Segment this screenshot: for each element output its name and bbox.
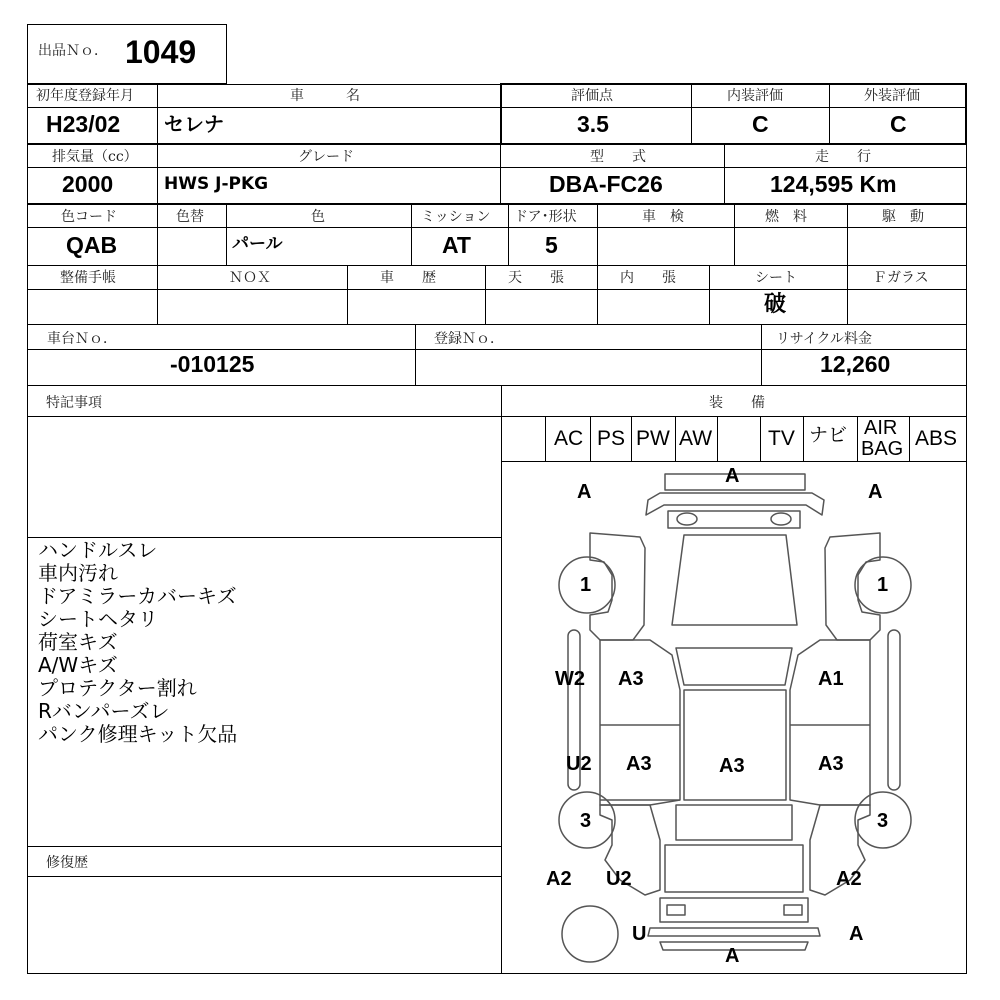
mark-rear-left-panel: U2 xyxy=(606,868,632,890)
equipment-label: 装 備 xyxy=(709,395,765,411)
note-item: プロテクター割れ xyxy=(38,676,197,700)
mark-left-quarter: A2 xyxy=(546,868,572,890)
seat-label: シート xyxy=(755,270,797,286)
row4-divider xyxy=(27,289,967,290)
tailgate xyxy=(665,845,803,892)
lot-number: 1049 xyxy=(125,34,197,70)
inspection-label: 車 検 xyxy=(642,209,684,225)
mark-left-rear-wheel: 3 xyxy=(580,810,592,832)
score-divider xyxy=(27,107,967,108)
equipment-ac: AC xyxy=(554,427,584,450)
exterior-grade: C xyxy=(890,111,907,137)
equipment-aw: AW xyxy=(679,427,713,450)
lot-number-label: 出品Ｎｏ． xyxy=(38,43,108,59)
row5-divider xyxy=(27,349,967,350)
door: 5 xyxy=(545,232,558,258)
color: パール xyxy=(232,234,283,254)
mark-roof: A3 xyxy=(719,755,745,777)
mark-rear-right-corner: A xyxy=(849,923,864,945)
mark-left-rear-door: A3 xyxy=(626,753,652,775)
left-front-fender xyxy=(590,533,645,640)
note-item: A/Wキズ xyxy=(38,653,118,677)
glass-label: Ｆガラス xyxy=(873,270,929,286)
repair-history-label: 修復歴 xyxy=(46,855,88,871)
equipment-separator xyxy=(590,416,591,461)
mark-right-rear-wheel: 3 xyxy=(877,810,889,832)
equipment-separator xyxy=(803,416,804,461)
grade-label: グレード xyxy=(298,149,354,165)
mark-left-front-wheel: 1 xyxy=(580,574,592,596)
drive-label: 駆 動 xyxy=(882,209,924,225)
first-registration-label: 初年度登録年月 xyxy=(36,88,134,104)
equipment-airbag-top: AIR xyxy=(864,417,898,439)
rear-window xyxy=(676,805,792,840)
repair-history-header-line xyxy=(27,876,502,877)
displacement: 2000 xyxy=(62,171,114,197)
note-item: シートヘタリ xyxy=(38,607,158,631)
equipment-header-line xyxy=(501,416,967,417)
mileage: 124,595 Km xyxy=(770,171,897,197)
equipment-navi: ナビ xyxy=(809,424,848,446)
note-item: パンク修理キット欠品 xyxy=(38,722,238,746)
maintenance-label: 整備手帳 xyxy=(60,270,116,286)
mark-right-front-wheel: 1 xyxy=(877,574,889,596)
mark-front-right-corner: A xyxy=(868,481,883,503)
equipment-tv: TV xyxy=(768,427,795,450)
row2-divider xyxy=(27,167,967,168)
color-label: 色 xyxy=(311,209,325,225)
mark-front-left-corner: A xyxy=(577,481,592,503)
headlight-left xyxy=(677,513,697,525)
equipment-separator xyxy=(545,416,546,461)
score: 3.5 xyxy=(577,111,609,137)
spare-tire xyxy=(562,906,618,962)
row3-divider xyxy=(27,227,967,228)
interior-label: 内装評価 xyxy=(727,88,783,104)
rear-step xyxy=(648,928,820,936)
seat: 破 xyxy=(764,292,787,317)
mark-front-bumper: A xyxy=(725,465,740,487)
first-registration: H23/02 xyxy=(46,111,121,137)
recycle-label: リサイクル料金 xyxy=(776,331,873,347)
rear-bumper xyxy=(660,898,808,922)
mission: AT xyxy=(442,232,471,258)
color-code: QAB xyxy=(66,232,118,258)
headlight-right xyxy=(771,513,791,525)
mark-left-front-door: A3 xyxy=(618,668,644,690)
special-notes-list xyxy=(38,539,237,746)
roof-label: 天 張 xyxy=(508,270,564,286)
exterior-label: 外装評価 xyxy=(864,88,920,104)
chassis-label: 車台Ｎｏ． xyxy=(47,331,117,347)
equipment-separator xyxy=(857,416,858,461)
fuel-label: 燃 料 xyxy=(765,209,807,225)
car-name: セレナ xyxy=(164,112,224,136)
door-label: ドア･形状 xyxy=(514,209,577,225)
note-item: 車内汚れ xyxy=(38,561,118,585)
windshield xyxy=(676,648,792,685)
car-name-label: 車 名 xyxy=(290,88,360,104)
equipment-airbag-bottom: BAG xyxy=(861,438,904,460)
note-item: ハンドルスレ xyxy=(38,538,158,562)
mission-label: ミッション xyxy=(421,209,491,225)
interior-trim-label: 内 張 xyxy=(620,270,676,286)
repair-history-box xyxy=(27,846,502,974)
tail-light-left xyxy=(667,905,685,915)
right-side-step xyxy=(888,630,900,790)
equipment-separator xyxy=(760,416,761,461)
model: DBA-FC26 xyxy=(549,171,663,197)
interior-grade: C xyxy=(752,111,769,137)
tail-light-right xyxy=(784,905,802,915)
color-code-label: 色コード xyxy=(61,209,117,225)
mark-spare: U xyxy=(632,923,647,945)
special-notes-header-line xyxy=(27,416,502,417)
model-label: 型 式 xyxy=(590,149,646,165)
left-doors xyxy=(600,640,680,805)
special-notes-label: 特記事項 xyxy=(46,395,102,411)
displacement-label: 排気量（cc） xyxy=(52,149,138,165)
grade: HWS J-PKG xyxy=(164,174,269,194)
right-doors xyxy=(790,640,870,805)
recycle-fee: 12,260 xyxy=(820,351,891,377)
mark-right-rear-door: A3 xyxy=(818,753,844,775)
color-change-label: 色替 xyxy=(176,209,204,225)
right-front-fender xyxy=(825,533,880,640)
note-item: Rバンパーズレ xyxy=(38,699,170,723)
equipment-separator xyxy=(909,416,910,461)
roof-panel xyxy=(684,690,786,800)
mark-rear-bumper: A xyxy=(725,945,740,967)
mark-right-quarter: A2 xyxy=(836,868,862,890)
nox-label: ＮＯＸ xyxy=(229,270,271,286)
note-item: ドアミラーカバーキズ xyxy=(38,584,237,608)
mark-left-rear-side: U2 xyxy=(566,753,592,775)
mark-left-front-side: W2 xyxy=(555,668,585,690)
car-diagram xyxy=(502,462,966,974)
chassis: -010125 xyxy=(170,351,255,377)
equipment-separator xyxy=(675,416,676,461)
score-label: 評価点 xyxy=(571,88,613,104)
hood xyxy=(672,535,797,625)
equipment-pw: PW xyxy=(636,427,670,450)
equipment-ps: PS xyxy=(597,427,626,450)
equipment-separator xyxy=(631,416,632,461)
history-label: 車 歴 xyxy=(380,270,436,286)
reg-no-label: 登録Ｎｏ． xyxy=(434,331,504,347)
equipment-abs: ABS xyxy=(915,427,958,450)
note-item: 荷室キズ xyxy=(38,630,118,654)
equipment-separator xyxy=(717,416,718,461)
mark-right-front-door: A1 xyxy=(818,668,844,690)
mileage-label: 走 行 xyxy=(815,149,871,165)
